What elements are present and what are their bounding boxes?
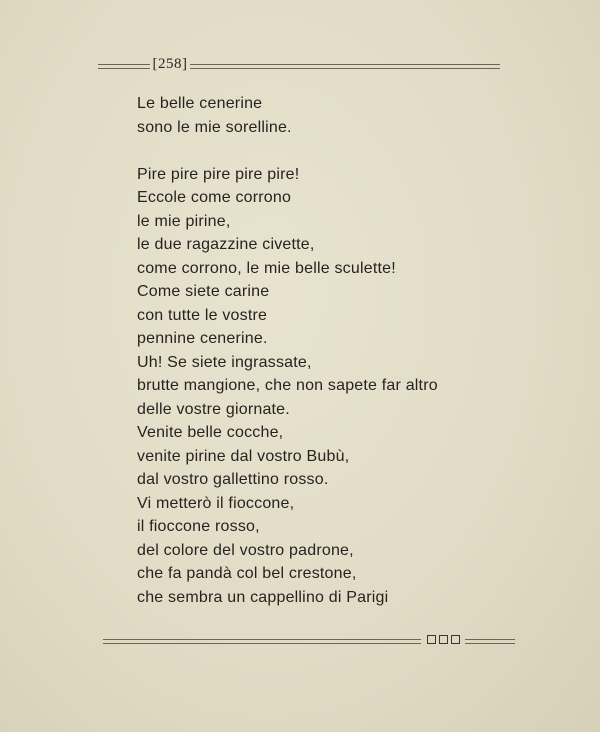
header-rule-right (190, 64, 500, 69)
page-footer (103, 634, 515, 648)
poem-line: Vi metterò il fioccone, (137, 494, 295, 512)
poem-line: Come siete carine (137, 283, 270, 300)
page-header (98, 58, 500, 74)
poem-line: le due ragazzine civette, (137, 236, 315, 253)
poem-line: come corrono, le mie belle sculette! (137, 259, 396, 277)
poem-line: il fioccone rosso, (137, 518, 260, 535)
poem-line: sono le mie sorelline. (137, 118, 292, 136)
poem-line: Pire pire pire pire pire! (137, 165, 300, 183)
poem-line: pennine cenerine. (137, 330, 268, 347)
header-rule-left (98, 64, 150, 69)
poem-line: Le belle cenerine (137, 95, 263, 112)
ornament-square-icon (451, 635, 460, 644)
poem-line: che fa pandà col bel crestone, (137, 565, 357, 582)
poem-line: con tutte le vostre (137, 306, 268, 324)
poem-line: brutte mangione, che non sapete far altro (137, 377, 438, 394)
footer-ornament (427, 635, 460, 644)
footer-rule-left (103, 639, 421, 644)
poem-line: dal vostro gallettino rosso. (137, 471, 329, 488)
ornament-square-icon (439, 635, 448, 644)
poem-line: Uh! Se siete ingrassate, (137, 353, 312, 371)
poem-line: che sembra un cappellino di Parigi (137, 588, 389, 606)
poem-line: del colore del vostro padrone, (137, 541, 354, 559)
poem-line: delle vostre giornate. (137, 400, 290, 418)
page-number: [258] (152, 56, 188, 72)
poem-text (137, 92, 517, 609)
poem-line: Eccole come corrono (137, 189, 292, 206)
footer-rule-right (465, 639, 515, 644)
poem-line: venite pirine dal vostro Bubù, (137, 447, 350, 465)
poem-line: Venite belle cocche, (137, 424, 284, 441)
ornament-square-icon (427, 635, 436, 644)
poem-line: le mie pirine, (137, 212, 231, 230)
stanza-break (137, 139, 517, 163)
